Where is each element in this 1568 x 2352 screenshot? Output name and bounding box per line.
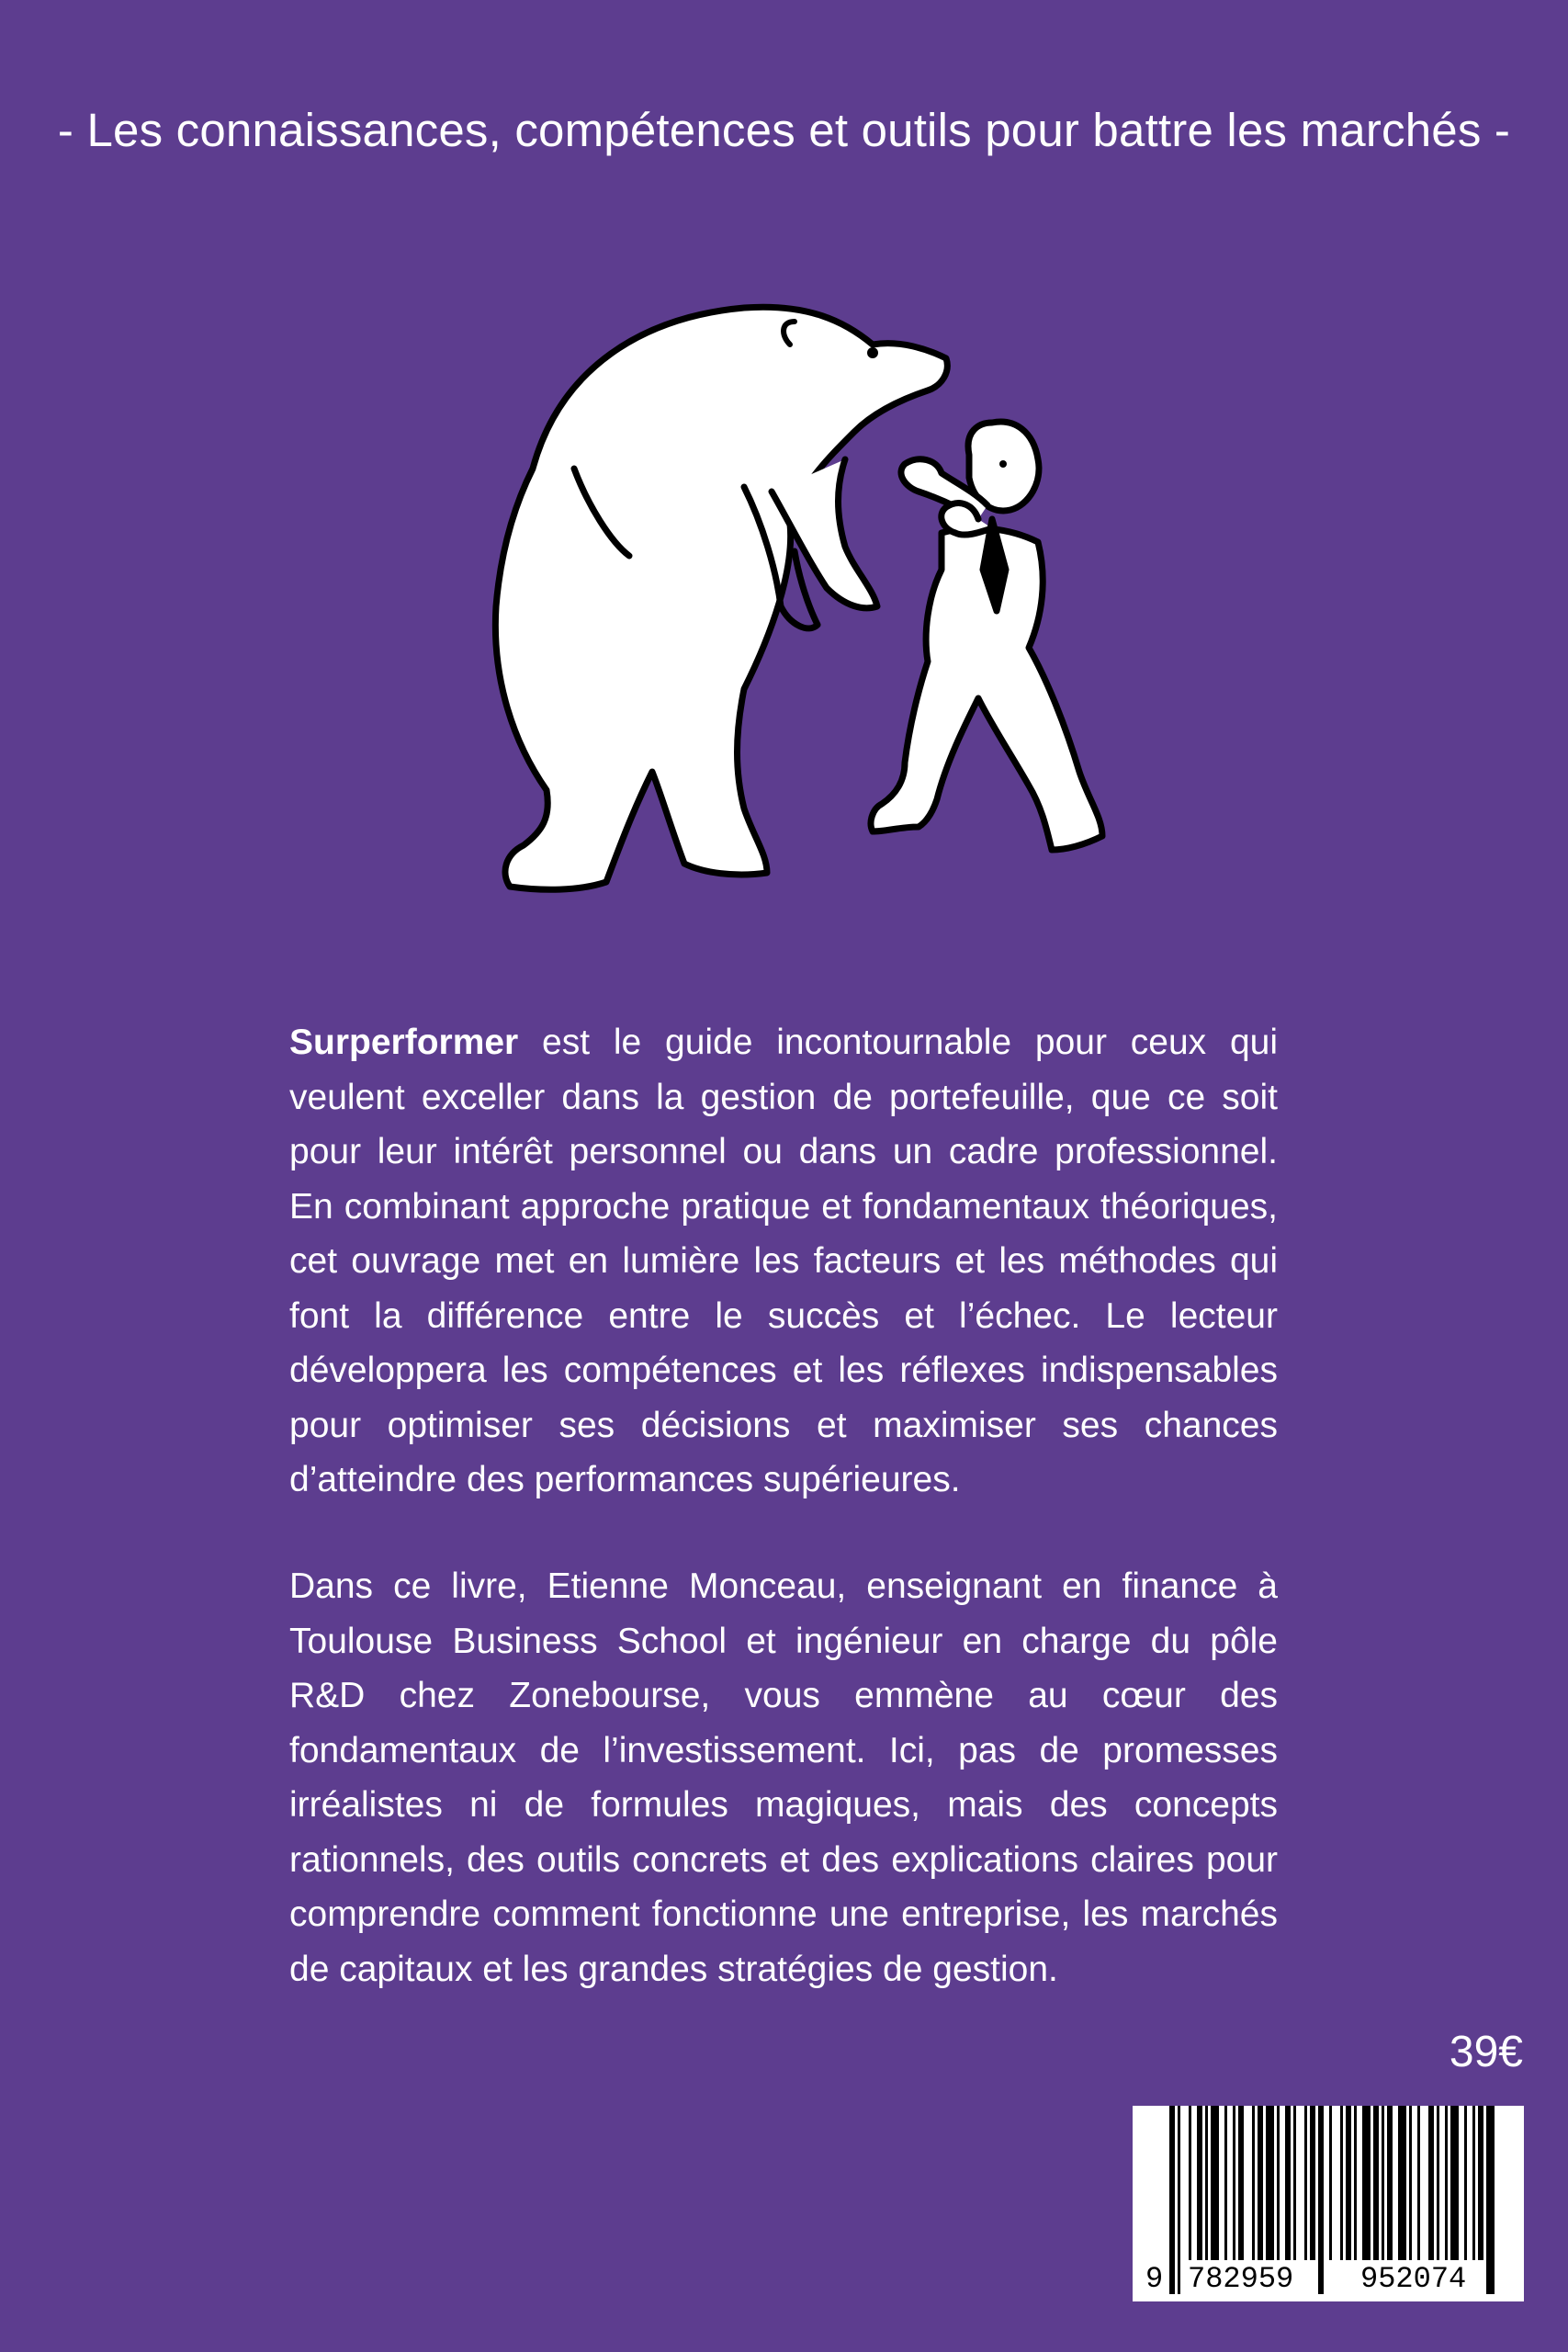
barcode-bar xyxy=(1238,2106,1244,2260)
barcode-bar xyxy=(1329,2106,1332,2260)
barcode-bar xyxy=(1445,2106,1448,2260)
barcode-bar xyxy=(1387,2106,1393,2260)
back-cover-tagline: - Les connaissances, compétences et outils pour battre les marchés - xyxy=(57,104,1511,156)
isbn-digits xyxy=(1133,2261,1524,2296)
barcode-bar xyxy=(1252,2106,1255,2260)
barcode-bar xyxy=(1362,2106,1371,2260)
barcode-bar xyxy=(1373,2106,1379,2260)
bear-boxing-man-illustration xyxy=(441,294,1139,956)
description-paragraph-2: Dans ce livre, Etienne Monceau, enseignant en finance à Toulouse Business School et ingénieur en charge du pôle R&D chez Zonebourse, vous emmène au cœur des fondamentaux de l’investissement. Ici, pas de promesses irréalistes ni de formules magiques, mais des concepts rationnels, des outils concrets et des explications claires pour comprendre comment fonctionne une entreprise, les marchés de capitaux et les grandes stratégies de gestion. xyxy=(289,1566,1278,1989)
book-title-lead: Surperformer xyxy=(289,1023,519,1062)
description-paragraph-1 xyxy=(289,1015,1278,1508)
barcode-bar xyxy=(1285,2106,1291,2260)
description-paragraph-1-body: est le guide incontournable pour ceux qui veulent exceller dans la gestion de portefeuille, que ce soit pour leur intérêt personnel ou dans un cadre professionnel. En combinant approche pratique et fondamentaux théoriques, cet ouvrage met en lumière les facteurs et les méthodes qui font la différence entre le succès et l’échec. Le lecteur développera les compétences et les réflexes indispensables pour optimiser ses décisions et maximiser ses chances d’atteindre des performances supérieures. xyxy=(289,1023,1278,1499)
isbn-group-left: 782959 xyxy=(1188,2262,1294,2296)
barcode-bar xyxy=(1398,2106,1406,2260)
isbn-group-right: 952074 xyxy=(1360,2262,1467,2296)
barcode-bar xyxy=(1205,2106,1208,2260)
isbn-barcode xyxy=(1133,2106,1524,2301)
barcode-bar xyxy=(1277,2106,1280,2260)
barcode-bar xyxy=(1211,2106,1219,2260)
barcode-bar xyxy=(1417,2106,1420,2260)
barcode-bar xyxy=(1293,2106,1296,2260)
price-label: 39€ xyxy=(1449,2028,1523,2076)
barcode-bar xyxy=(1346,2106,1351,2260)
barcode-bar xyxy=(1437,2106,1439,2260)
barcode-bar xyxy=(1428,2106,1434,2260)
barcode-bar xyxy=(1450,2106,1459,2260)
barcode-bar xyxy=(1197,2106,1202,2260)
barcode-bar xyxy=(1382,2106,1384,2260)
barcode-bar xyxy=(1354,2106,1357,2260)
barcode-bar xyxy=(1233,2106,1235,2260)
isbn-digit-first: 9 xyxy=(1145,2262,1164,2296)
barcode-bar xyxy=(1409,2106,1412,2260)
barcode-bar xyxy=(1224,2106,1227,2260)
barcode-bar xyxy=(1472,2106,1475,2260)
barcode-bar xyxy=(1464,2106,1467,2260)
barcode-bar xyxy=(1189,2106,1191,2260)
barcode-bar xyxy=(1340,2106,1343,2260)
barcode-bar xyxy=(1478,2106,1483,2260)
barcode-bar xyxy=(1310,2106,1315,2260)
barcode-bar xyxy=(1258,2106,1263,2260)
barcode-bar xyxy=(1304,2106,1307,2260)
barcode-bar xyxy=(1266,2106,1274,2260)
